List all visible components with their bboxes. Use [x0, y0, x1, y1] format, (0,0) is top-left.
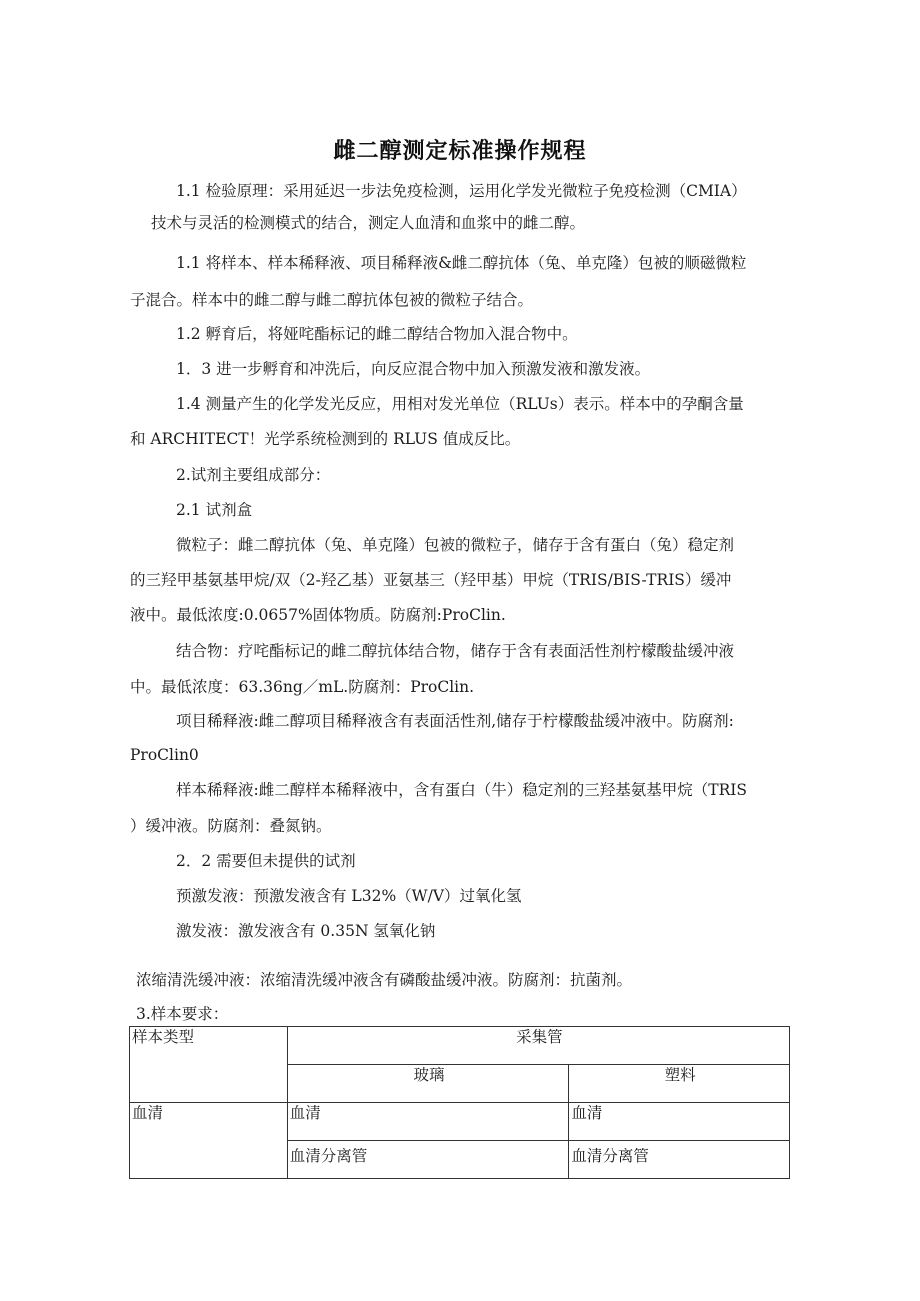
- table-cell: 血清: [569, 1103, 790, 1141]
- paragraph-line: 样本稀释液:雌二醇样本稀释液中，含有蛋白（牛）稳定剂的三羟基氨基甲烷（TRIS: [176, 781, 747, 799]
- table-cell: 血清分离管: [569, 1141, 790, 1179]
- paragraph-line: 技术与灵活的检测模式的结合，测定人血清和血浆中的雌二醇。: [151, 214, 586, 232]
- paragraph-line: 1.1 检验原理：采用延迟一步法免疫检测，运用化学发光微粒子免疫检测（CMIA）: [176, 182, 747, 200]
- paragraph-line: 1.1 将样本、样本稀释液、项目稀释液&雌二醇抗体（兔、单克隆）包被的顺磁微粒: [176, 254, 747, 272]
- paragraph-line: 子混合。样本中的雌二醇与雌二醇抗体包被的微粒子结合。: [130, 291, 534, 309]
- table-cell: 血清: [287, 1103, 569, 1141]
- paragraph-line: 浓缩清洗缓冲液：浓缩清洗缓冲液含有磷酸盐缓冲液。防腐剂：抗菌剂。: [136, 971, 633, 989]
- subsection-heading: 2．2 需要但未提供的试剂: [176, 852, 356, 870]
- paragraph-line: 预激发液：预激发液含有 L32%（W/V）过氧化氢: [176, 887, 522, 905]
- paragraph-line: 1.4 测量产生的化学发光反应，用相对发光单位（RLUs）表示。样本中的孕酮含量: [176, 395, 744, 413]
- paragraph-line: 结合物：疗咤酯标记的雌二醇抗体结合物，储存于含有表面活性剂柠檬酸盐缓冲液: [176, 642, 735, 660]
- section-heading: 2.试剂主要组成部分：: [176, 466, 331, 484]
- table-header-collection-tube: 采集管: [287, 1027, 789, 1065]
- paragraph-line: ）缓冲液。防腐剂：叠氮钠。: [130, 817, 332, 835]
- paragraph-line: ProClin0: [130, 746, 199, 764]
- table-header-glass: 玻璃: [287, 1065, 569, 1103]
- paragraph-line: 和 ARCHITECT！光学系统检测到的 RLUS 值成反比。: [130, 430, 521, 448]
- paragraph-line: 的三羟甲基氨基甲烷/双（2-羟乙基）亚氨基三（羟甲基）甲烷（TRIS/BIS-TRIS）缓冲: [130, 571, 732, 589]
- paragraph-line: 1.2 孵育后，将娅咤酯标记的雌二醇结合物加入混合物中。: [176, 325, 578, 343]
- sample-requirements-table: [129, 1026, 790, 1179]
- paragraph-line: 中。最低浓度：63.36ng／mL.防腐剂：ProClin.: [130, 678, 475, 696]
- section-heading: 3.样本要求：: [136, 1005, 229, 1023]
- paragraph-line: 微粒子：雌二醇抗体（兔、单克隆）包被的微粒子，储存于含有蛋白（兔）稳定剂: [176, 536, 735, 554]
- table-cell-sample-type: 血清: [130, 1103, 288, 1179]
- page-title: 雌二醇测定标准操作规程: [333, 139, 587, 164]
- subsection-heading: 2.1 试剂盒: [176, 501, 253, 519]
- paragraph-line: 1．3 进一步孵育和冲洗后，向反应混合物中加入预激发液和激发液。: [176, 360, 651, 378]
- table-header-plastic: 塑料: [569, 1065, 790, 1103]
- paragraph-line: 液中。最低浓度:0.0657%固体物质。防腐剂:ProClin.: [130, 606, 506, 624]
- paragraph-line: 项目稀释液:雌二醇项目稀释液含有表面活性剂,储存于柠檬酸盐缓冲液中。防腐剂:: [176, 712, 734, 730]
- table-cell: 血清分离管: [287, 1141, 569, 1179]
- table-header-sample-type: 样本类型: [130, 1027, 288, 1103]
- paragraph-line: 激发液：激发液含有 0.35N 氢氧化钠: [176, 922, 436, 940]
